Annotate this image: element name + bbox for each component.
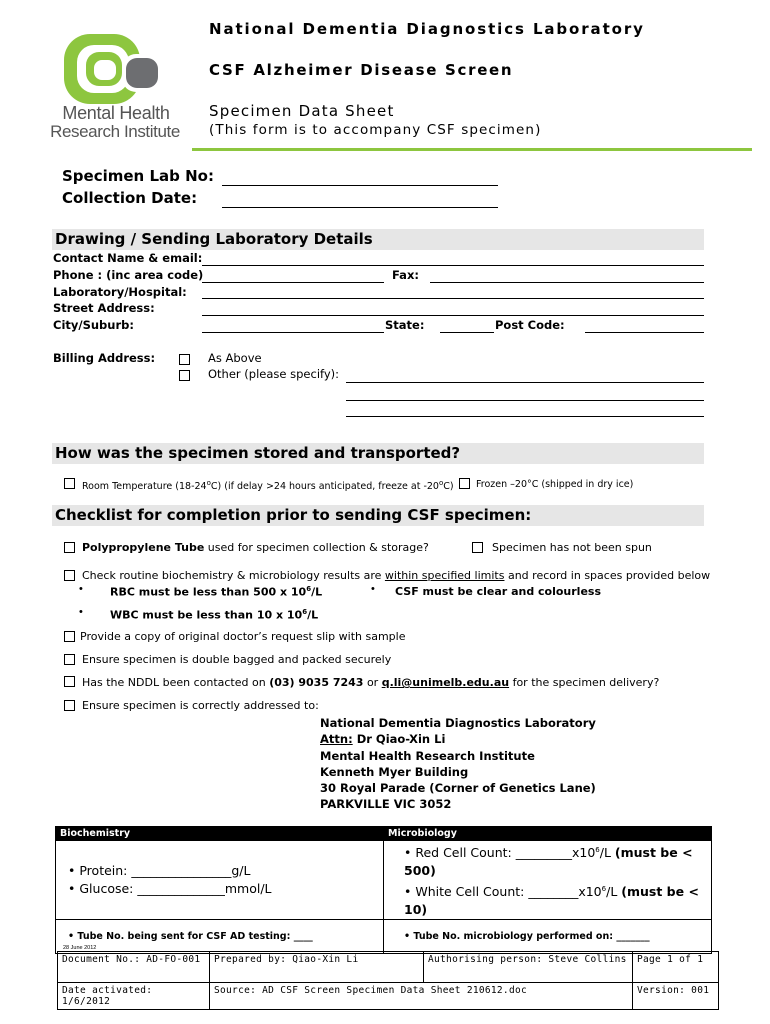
nddl-email-link[interactable]: q.li@unimelb.edu.au: [381, 676, 510, 689]
white-cell-field[interactable]: • White Cell Count: $\_\_\_\_\_\_\_\_x10^6/L$ (must be < 10): [404, 884, 699, 918]
nddl-post: for the specimen delivery?: [509, 676, 660, 689]
check-results-underline: within specified limits: [384, 569, 505, 582]
wbc-unit: /L: [307, 608, 319, 622]
section-checklist: Checklist for completion prior to sending CSF specimen:: [52, 505, 704, 526]
header-divider: [192, 148, 752, 151]
postcode-field[interactable]: [585, 332, 704, 333]
room-temp-checkbox[interactable]: [64, 478, 75, 489]
room-temp-deg-2: o: [438, 479, 444, 487]
addressed-label: Ensure specimen is correctly addressed to:: [82, 699, 319, 712]
footer-prepared: Prepared by: Qiao-Xin Li: [210, 952, 424, 983]
double-bagged-label: Ensure specimen is double bagged and packed securely: [82, 653, 392, 666]
red-cell-field[interactable]: • Red Cell Count: $\_\_\_\_\_\_\_\_\_x10^6/L$ (must be < 500): [404, 845, 693, 879]
check-results-pre: Check routine biochemistry & microbiology results are: [82, 569, 385, 582]
not-spun-label: Specimen has not been spun: [492, 541, 652, 554]
room-temp-label: [82, 479, 454, 492]
phone-label: Phone : (inc area code): [53, 268, 204, 282]
phone-field[interactable]: [202, 282, 384, 283]
state-label: State:: [385, 318, 425, 332]
city-field[interactable]: [202, 332, 384, 333]
screen-title: CSF Alzheimer Disease Screen: [209, 61, 514, 79]
footer-date-activated: Date activated: 1/6/2012: [58, 983, 210, 1010]
logo: [40, 28, 190, 143]
polypropylene-checkbox[interactable]: [64, 542, 75, 553]
check-results-post: and record in spaces provided below: [504, 569, 711, 582]
addressed-checkbox[interactable]: [64, 700, 75, 711]
red-pre: Red Cell Count: _________x10: [415, 845, 596, 861]
city-label: City/Suburb:: [53, 318, 134, 332]
nddl-contacted-label: [82, 676, 659, 689]
check-results-label: [82, 569, 710, 582]
address-line-1: National Dementia Diagnostics Laboratory: [320, 716, 596, 730]
billing-other-checkbox[interactable]: [179, 370, 190, 381]
room-temp-deg-1: o: [206, 479, 211, 487]
white-sup: 6: [601, 885, 607, 894]
csf-clear: CSF must be clear and colourless: [395, 585, 602, 598]
street-label: Street Address:: [53, 301, 155, 315]
bullet-icon: •: [79, 583, 83, 595]
billing-label: Billing Address:: [53, 351, 156, 365]
lab-hospital-field[interactable]: [202, 298, 704, 299]
state-field[interactable]: [440, 332, 494, 333]
footer-authorising: Authorising person: Steve Collins: [424, 952, 633, 983]
sheet-title: Specimen Data Sheet: [209, 102, 395, 120]
billing-as-above-label: As Above: [208, 351, 262, 365]
address-line-6: PARKVILLE VIC 3052: [320, 797, 452, 812]
polypropylene-bold: Polypropylene Tube: [82, 541, 205, 554]
footer-table: [57, 951, 719, 1010]
footer-page: Page 1 of 1: [633, 952, 719, 983]
street-field[interactable]: [202, 315, 704, 316]
wbc-text: WBC must be less than 10 x 10: [110, 608, 303, 622]
section-storage: How was the specimen stored and transported?: [52, 443, 704, 464]
footer-version: Version: 001: [633, 983, 719, 1010]
rbc-unit: /L: [311, 585, 323, 599]
doctor-slip-label: Provide a copy of original doctor’s request slip with sample: [80, 630, 406, 643]
sheet-subtitle: (This form is to accompany CSF specimen): [209, 122, 542, 138]
logo-text-line1: Mental Health: [62, 103, 170, 123]
glucose-text: Glucose: ______________mmol/L: [79, 881, 272, 897]
tube-micro-cell[interactable]: • Tube No. microbiology performed on: _______: [384, 920, 712, 954]
address-line-3: Mental Health Research Institute: [320, 748, 535, 763]
collection-date-label: Collection Date:: [62, 189, 198, 207]
address-line-5: 30 Royal Parade (Corner of Genetics Lane): [320, 781, 596, 796]
billing-other-field-2[interactable]: [346, 400, 704, 401]
address-block: [320, 715, 596, 813]
wbc-sup: 6: [302, 608, 308, 616]
address-attn: [320, 731, 596, 747]
fax-label: Fax:: [392, 268, 419, 282]
polypropylene-rest: used for specimen collection & storage?: [204, 541, 429, 554]
biochemistry-cell: [56, 841, 384, 920]
specimen-lab-no-label: Specimen Lab No:: [62, 167, 214, 185]
red-sup: 6: [595, 846, 600, 854]
contact-field[interactable]: [202, 265, 704, 266]
microbiology-header: Microbiology: [384, 827, 712, 841]
bullet-icon: •: [371, 583, 375, 595]
billing-other-field-1[interactable]: [346, 382, 704, 383]
nddl-phone: (03) 9035 7243: [269, 676, 364, 689]
mhri-logo-icon: [40, 28, 190, 110]
address-attn-label: Attn:: [320, 732, 353, 747]
rbc-limit: [110, 585, 322, 599]
fax-field[interactable]: [430, 282, 704, 283]
room-temp-text-3: C): [443, 481, 454, 493]
room-temp-text-2: C) (if delay >24 hours anticipated, freeze at -20: [210, 481, 439, 493]
billing-other-field-3[interactable]: [346, 416, 704, 417]
tube-ad-text: Tube No. being sent for CSF AD testing: ____: [77, 931, 313, 943]
white-pre: White Cell Count: ________x10: [415, 884, 602, 900]
tube-micro-text: Tube No. microbiology performed on: _______: [413, 931, 650, 943]
rbc-sup: 6: [306, 585, 312, 593]
biochemistry-header: Biochemistry: [56, 827, 384, 841]
double-bagged-checkbox[interactable]: [64, 654, 75, 665]
logo-text-line2: Research Institute: [50, 122, 180, 141]
not-spun-checkbox[interactable]: [472, 542, 483, 553]
bullet-icon: •: [79, 606, 83, 618]
red-unit: /L: [599, 845, 615, 861]
white-limit: (must be < 10): [404, 884, 699, 918]
polypropylene-label: [82, 541, 429, 554]
nddl-pre: Has the NDDL been contacted on: [82, 676, 270, 689]
nddl-or: or: [363, 676, 382, 689]
footer-small-date: 28 June 2012: [63, 945, 97, 951]
footer-source: Source: AD CSF Screen Specimen Data Sheet 210612.doc: [210, 983, 633, 1010]
section-drawing-lab: Drawing / Sending Laboratory Details: [52, 229, 704, 250]
address-line-4: Kenneth Myer Building: [320, 764, 469, 779]
footer-doc-no: Document No.: AD-FO-001: [58, 952, 210, 983]
microbiology-cell: [384, 841, 712, 920]
glucose-field[interactable]: • Glucose: ______________mmol/L: [68, 881, 272, 897]
nddl-contacted-checkbox[interactable]: [64, 676, 75, 687]
billing-other-label: Other (please specify):: [208, 367, 340, 381]
collection-date-field[interactable]: [222, 207, 498, 208]
billing-as-above-checkbox[interactable]: [179, 354, 190, 365]
check-results-checkbox[interactable]: [64, 570, 75, 581]
white-unit: /L: [606, 884, 622, 900]
contact-label: Contact Name & email:: [53, 251, 203, 265]
red-limit: (must be < 500): [404, 845, 693, 879]
frozen-label: Frozen –20°C (shipped in dry ice): [476, 479, 634, 490]
results-table: [55, 826, 712, 954]
frozen-checkbox[interactable]: [459, 478, 470, 489]
postcode-label: Post Code:: [495, 318, 565, 332]
doctor-slip-checkbox[interactable]: [64, 631, 75, 642]
lab-title: National Dementia Diagnostics Laboratory: [209, 20, 645, 38]
address-attn-name: Dr Qiao-Xin Li: [352, 732, 446, 747]
wbc-limit: [110, 608, 318, 622]
protein-field[interactable]: • Protein: ________________g/L: [68, 863, 251, 879]
specimen-lab-no-field[interactable]: [222, 185, 498, 186]
tube-ad-cell[interactable]: • Tube No. being sent for CSF AD testing: ____: [56, 920, 384, 954]
room-temp-text-1: Room Temperature (18-24: [82, 481, 207, 493]
lab-hospital-label: Laboratory/Hospital:: [53, 285, 187, 299]
protein-text: Protein: ________________g/L: [79, 863, 251, 879]
rbc-text: RBC must be less than 500 x 10: [110, 585, 307, 599]
